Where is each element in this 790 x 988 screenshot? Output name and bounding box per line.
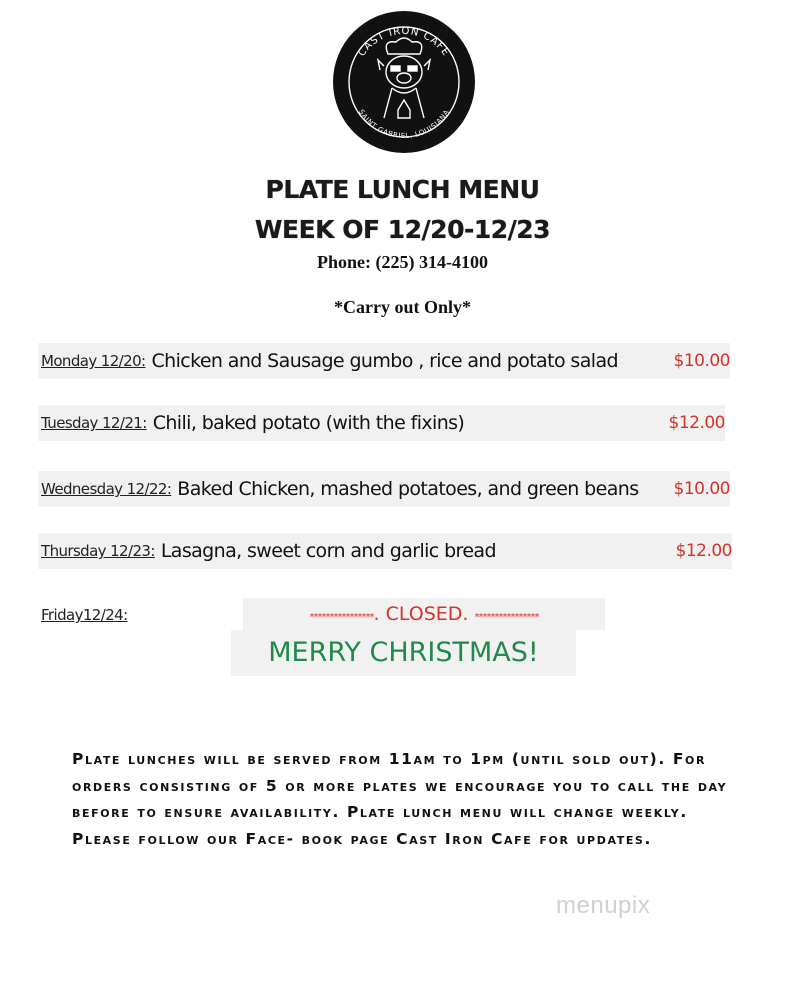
closed-text: . CLOSED. (373, 603, 475, 625)
menu-day: Wednesday 12/22: (41, 480, 172, 498)
merry-christmas-banner: MERRY CHRISTMAS! (231, 630, 576, 676)
menu-row-monday (38, 343, 730, 379)
lunch-notice: Plate lunches will be served from 11am to 1pm (until sold out). For orders consisting of 5 or more plates we encourage you to call the day before to ensure availability. Plate lunch menu will change weekly. Please follow our Face- book page Cast Iron Cafe for updates. (72, 750, 728, 848)
stars-left: **************** (309, 612, 374, 623)
menu-price: $12.00 (668, 413, 725, 433)
menu-row-tuesday (38, 405, 725, 441)
closed-banner (243, 598, 605, 630)
menu-day: Monday 12/20: (41, 352, 146, 370)
menu-price: $10.00 (673, 351, 730, 371)
friday-label: Friday12/24: (41, 606, 128, 624)
menu-day: Tuesday 12/21: (41, 414, 147, 432)
carry-out-note: *Carry out Only* (334, 297, 471, 317)
menu-price: $12.00 (675, 541, 732, 561)
phone-number: Phone: (225) 314-4100 (317, 252, 488, 272)
menu-title: PLATE LUNCH MENU (265, 175, 540, 204)
menu-dish: Baked Chicken, mashed potatoes, and green beans (177, 478, 639, 500)
menupix-watermark: menupix (556, 892, 651, 919)
menu-row-wednesday (38, 471, 730, 507)
menu-row-thursday (38, 533, 732, 569)
menu-day: Thursday 12/23: (41, 542, 155, 560)
menu-dish: Chili, baked potato (with the fixins) (152, 412, 465, 434)
logo-top-text: CAST IRON CAFE (356, 25, 452, 59)
logo-bottom-text: SAINT GABRIEL, LOUISIANA (356, 108, 452, 141)
menu-price: $10.00 (673, 479, 730, 499)
cast-iron-cafe-logo (332, 10, 476, 154)
week-title: WEEK OF 12/20-12/23 (254, 215, 551, 244)
menu-dish: Lasagna, sweet corn and garlic bread (160, 540, 496, 562)
stars-right: **************** (474, 612, 539, 623)
menu-dish: Chicken and Sausage gumbo , rice and potato salad (151, 350, 618, 372)
